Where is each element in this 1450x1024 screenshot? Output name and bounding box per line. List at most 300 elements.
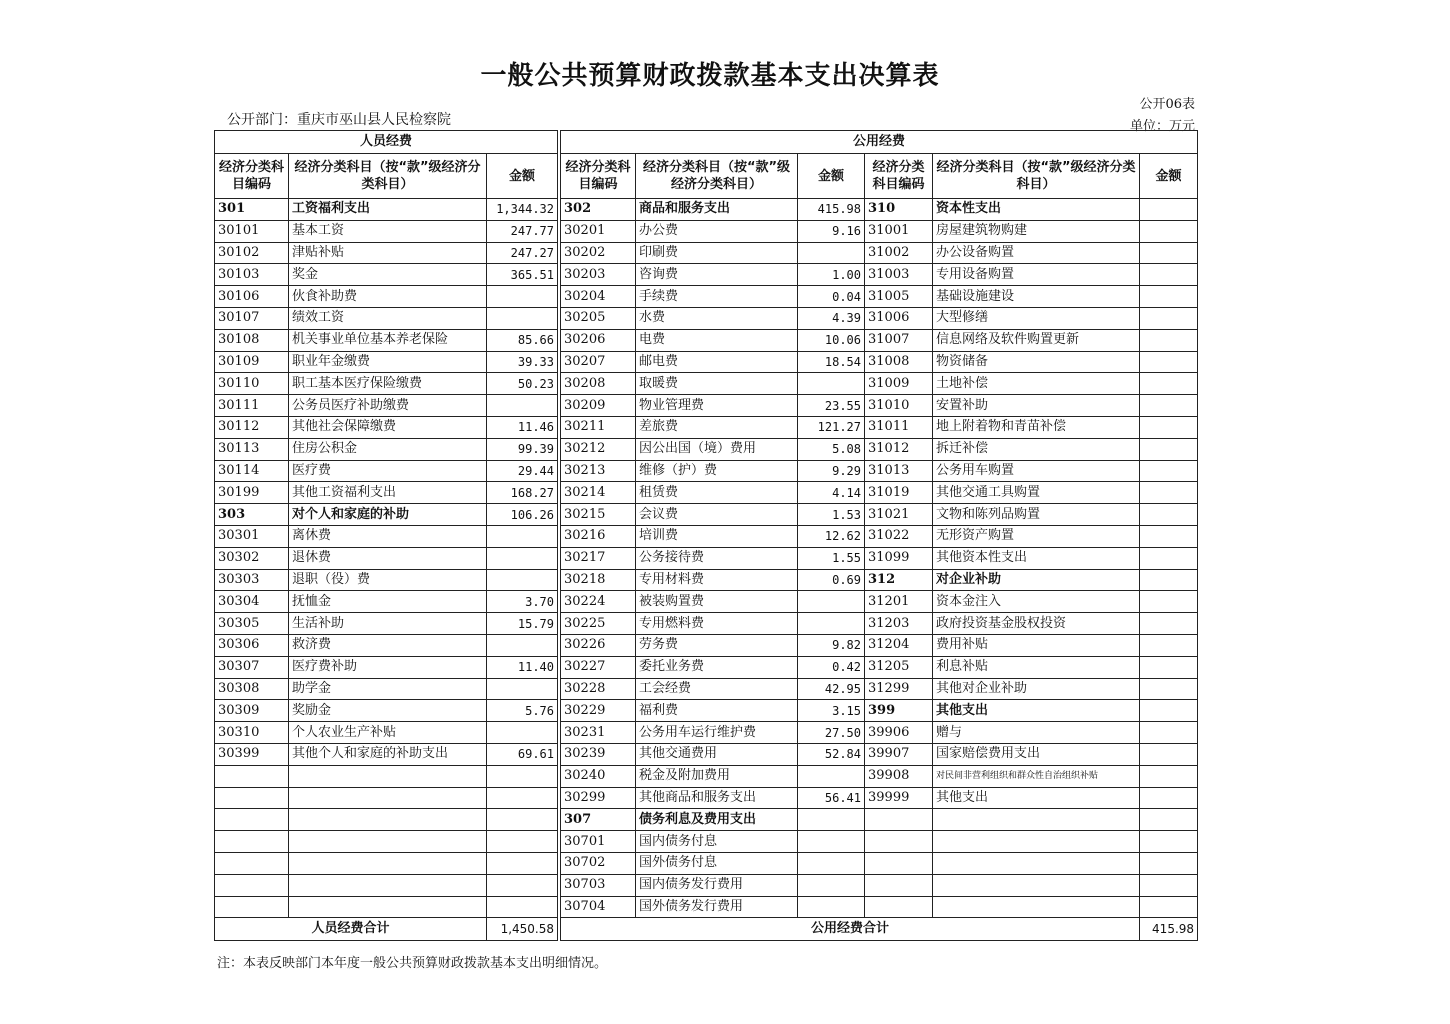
item-code: 30114 — [215, 460, 289, 482]
item-code: 30702 — [561, 852, 636, 874]
table-row — [215, 678, 1198, 700]
item-name: 会议费 — [636, 504, 798, 526]
item-name: 委托业务费 — [636, 656, 798, 678]
col-header-amount: 金额 — [1140, 154, 1198, 199]
personnel-total-amount: 1,450.58 — [487, 918, 558, 941]
item-code: 39906 — [865, 722, 933, 744]
item-code — [215, 896, 289, 918]
item-amount: 50.23 — [487, 373, 558, 395]
item-code — [865, 874, 933, 896]
department-label: 公开部门：重庆市巫山县人民检察院 — [227, 112, 451, 128]
item-code: 31019 — [865, 482, 933, 504]
item-name: 公务员医疗补助缴费 — [289, 395, 487, 417]
report-title: 一般公共预算财政拨款基本支出决算表 — [480, 61, 940, 91]
item-code: 30102 — [215, 242, 289, 264]
item-name: 助学金 — [289, 678, 487, 700]
item-name: 咨询费 — [636, 264, 798, 286]
item-amount — [1140, 787, 1198, 809]
item-amount — [1140, 504, 1198, 526]
item-code: 30108 — [215, 329, 289, 351]
item-amount — [1140, 678, 1198, 700]
item-code: 312 — [865, 569, 933, 591]
item-code: 30308 — [215, 678, 289, 700]
item-code: 30214 — [561, 482, 636, 504]
item-code: 31007 — [865, 329, 933, 351]
item-name: 其他资本性支出 — [933, 547, 1140, 569]
item-code: 39999 — [865, 787, 933, 809]
item-code: 30208 — [561, 373, 636, 395]
item-name: 文物和陈列品购置 — [933, 504, 1140, 526]
item-amount — [1140, 831, 1198, 853]
table-row — [215, 416, 1198, 438]
table-row — [215, 831, 1198, 853]
form-number: 公开06表 — [1139, 97, 1195, 112]
item-amount — [1140, 656, 1198, 678]
table-row — [215, 264, 1198, 286]
item-amount — [798, 373, 865, 395]
item-amount — [1140, 199, 1198, 221]
item-code: 31201 — [865, 591, 933, 613]
item-code: 30310 — [215, 722, 289, 744]
item-name: 基本工资 — [289, 220, 487, 242]
item-name: 印刷费 — [636, 242, 798, 264]
item-amount — [1140, 351, 1198, 373]
item-amount — [798, 874, 865, 896]
col-header-name: 经济分类科目（按“款”级经济分类科目） — [636, 154, 798, 199]
item-code: 31001 — [865, 220, 933, 242]
item-code: 30306 — [215, 634, 289, 656]
item-name: 邮电费 — [636, 351, 798, 373]
item-amount: 56.41 — [798, 787, 865, 809]
item-code: 31099 — [865, 547, 933, 569]
item-code: 31012 — [865, 438, 933, 460]
item-amount — [1140, 307, 1198, 329]
item-name: 其他商品和服务支出 — [636, 787, 798, 809]
item-name: 津贴补贴 — [289, 242, 487, 264]
item-amount: 99.39 — [487, 438, 558, 460]
item-amount — [487, 307, 558, 329]
item-amount: 3.70 — [487, 591, 558, 613]
item-name: 国外债务发行费用 — [636, 896, 798, 918]
item-name: 奖金 — [289, 264, 487, 286]
item-amount: 85.66 — [487, 329, 558, 351]
item-amount: 1.00 — [798, 264, 865, 286]
item-code: 39908 — [865, 765, 933, 787]
item-name: 地上附着物和青苗补偿 — [933, 416, 1140, 438]
item-code: 31021 — [865, 504, 933, 526]
item-name: 对企业补助 — [933, 569, 1140, 591]
item-name — [289, 809, 487, 831]
item-code: 30239 — [561, 743, 636, 765]
item-code: 30226 — [561, 634, 636, 656]
item-name: 租赁费 — [636, 482, 798, 504]
item-name: 商品和服务支出 — [636, 199, 798, 221]
item-code: 302 — [561, 199, 636, 221]
item-name: 其他交通费用 — [636, 743, 798, 765]
table-row — [215, 656, 1198, 678]
item-name: 其他社会保障缴费 — [289, 416, 487, 438]
item-name: 其他工资福利支出 — [289, 482, 487, 504]
table-row — [215, 307, 1198, 329]
item-code: 30110 — [215, 373, 289, 395]
item-name: 资本金注入 — [933, 591, 1140, 613]
table-row — [215, 242, 1198, 264]
item-name: 费用补贴 — [933, 634, 1140, 656]
col-header-name: 经济分类科目（按“款”级经济分类科目） — [289, 154, 487, 199]
item-code: 31006 — [865, 307, 933, 329]
item-code: 30103 — [215, 264, 289, 286]
item-code: 30204 — [561, 286, 636, 308]
item-amount — [1140, 569, 1198, 591]
item-name: 奖励金 — [289, 700, 487, 722]
item-name — [933, 874, 1140, 896]
table-row — [215, 286, 1198, 308]
item-code: 30225 — [561, 613, 636, 635]
item-name: 工会经费 — [636, 678, 798, 700]
item-amount — [1140, 329, 1198, 351]
item-name: 个人农业生产补贴 — [289, 722, 487, 744]
item-name: 国外债务付息 — [636, 852, 798, 874]
item-amount — [1140, 547, 1198, 569]
table-row — [215, 482, 1198, 504]
item-name — [289, 765, 487, 787]
item-code — [215, 874, 289, 896]
item-name: 水费 — [636, 307, 798, 329]
item-code: 30224 — [561, 591, 636, 613]
item-code: 31299 — [865, 678, 933, 700]
item-amount — [1140, 460, 1198, 482]
item-amount: 0.42 — [798, 656, 865, 678]
item-code — [215, 809, 289, 831]
item-code: 30112 — [215, 416, 289, 438]
item-amount — [487, 525, 558, 547]
item-code: 30206 — [561, 329, 636, 351]
item-code: 30301 — [215, 525, 289, 547]
item-code — [865, 831, 933, 853]
table-row — [215, 569, 1198, 591]
item-amount — [1140, 242, 1198, 264]
item-name — [933, 809, 1140, 831]
table-row — [215, 896, 1198, 918]
item-code: 30299 — [561, 787, 636, 809]
item-code: 31008 — [865, 351, 933, 373]
personnel-total-label: 人员经费合计 — [215, 918, 487, 941]
item-code: 30111 — [215, 395, 289, 417]
item-code: 30227 — [561, 656, 636, 678]
item-name: 生活补助 — [289, 613, 487, 635]
item-name: 办公设备购置 — [933, 242, 1140, 264]
item-amount — [798, 852, 865, 874]
item-code: 30228 — [561, 678, 636, 700]
table-row — [215, 329, 1198, 351]
item-code: 30218 — [561, 569, 636, 591]
table-row — [215, 547, 1198, 569]
item-name: 大型修缮 — [933, 307, 1140, 329]
item-amount — [487, 678, 558, 700]
table-row — [215, 722, 1198, 744]
item-name: 绩效工资 — [289, 307, 487, 329]
item-code — [865, 896, 933, 918]
item-name: 拆迁补偿 — [933, 438, 1140, 460]
item-amount — [1140, 525, 1198, 547]
item-name: 专用材料费 — [636, 569, 798, 591]
item-name — [933, 852, 1140, 874]
item-amount — [1140, 613, 1198, 635]
item-amount — [1140, 874, 1198, 896]
item-amount: 10.06 — [798, 329, 865, 351]
item-amount: 12.62 — [798, 525, 865, 547]
item-code — [215, 787, 289, 809]
table-row — [215, 220, 1198, 242]
item-amount — [487, 787, 558, 809]
public-total-label: 公用经费合计 — [561, 918, 1140, 941]
item-amount — [1140, 765, 1198, 787]
item-name: 其他支出 — [933, 787, 1140, 809]
item-amount — [1140, 416, 1198, 438]
item-code: 30305 — [215, 613, 289, 635]
item-name — [933, 831, 1140, 853]
item-name: 医疗费 — [289, 460, 487, 482]
item-name: 电费 — [636, 329, 798, 351]
item-amount — [487, 634, 558, 656]
item-code: 307 — [561, 809, 636, 831]
item-code: 30217 — [561, 547, 636, 569]
item-code: 30213 — [561, 460, 636, 482]
item-name: 公务用车购置 — [933, 460, 1140, 482]
table-row — [215, 874, 1198, 896]
item-amount — [798, 765, 865, 787]
item-code: 30199 — [215, 482, 289, 504]
item-code: 30216 — [561, 525, 636, 547]
item-amount: 69.61 — [487, 743, 558, 765]
item-amount: 9.29 — [798, 460, 865, 482]
item-code: 30202 — [561, 242, 636, 264]
personnel-section-header: 人员经费 — [215, 131, 558, 154]
item-amount — [487, 874, 558, 896]
item-name — [289, 787, 487, 809]
item-code: 30101 — [215, 220, 289, 242]
table-row — [215, 852, 1198, 874]
item-amount: 168.27 — [487, 482, 558, 504]
item-code: 31010 — [865, 395, 933, 417]
item-amount: 29.44 — [487, 460, 558, 482]
table-row — [215, 504, 1198, 526]
item-code: 30399 — [215, 743, 289, 765]
item-amount: 27.50 — [798, 722, 865, 744]
item-name: 劳务费 — [636, 634, 798, 656]
table-row — [215, 591, 1198, 613]
item-amount: 11.40 — [487, 656, 558, 678]
item-amount: 15.79 — [487, 613, 558, 635]
item-amount — [1140, 896, 1198, 918]
item-amount: 42.95 — [798, 678, 865, 700]
item-code: 30703 — [561, 874, 636, 896]
item-name: 其他交通工具购置 — [933, 482, 1140, 504]
item-code: 30240 — [561, 765, 636, 787]
item-name: 资本性支出 — [933, 199, 1140, 221]
item-code: 31022 — [865, 525, 933, 547]
item-name: 差旅费 — [636, 416, 798, 438]
item-name: 退休费 — [289, 547, 487, 569]
item-name: 其他支出 — [933, 700, 1140, 722]
item-amount: 1,344.32 — [487, 199, 558, 221]
item-amount — [1140, 700, 1198, 722]
item-amount — [1140, 722, 1198, 744]
item-code: 30113 — [215, 438, 289, 460]
item-code: 30309 — [215, 700, 289, 722]
table-row — [215, 787, 1198, 809]
item-name — [933, 896, 1140, 918]
item-amount — [1140, 852, 1198, 874]
col-header-code: 经济分类科目编码 — [215, 154, 289, 199]
item-name: 住房公积金 — [289, 438, 487, 460]
item-amount: 1.53 — [798, 504, 865, 526]
item-amount: 0.69 — [798, 569, 865, 591]
item-amount: 1.55 — [798, 547, 865, 569]
item-amount: 106.26 — [487, 504, 558, 526]
item-amount — [487, 809, 558, 831]
item-code: 30303 — [215, 569, 289, 591]
col-header-amount: 金额 — [487, 154, 558, 199]
item-name: 被装购置费 — [636, 591, 798, 613]
item-code: 31013 — [865, 460, 933, 482]
table-row — [215, 373, 1198, 395]
item-amount — [1140, 395, 1198, 417]
expenditure-table — [214, 130, 1198, 941]
item-code: 30302 — [215, 547, 289, 569]
item-amount — [798, 242, 865, 264]
public-total-amount: 415.98 — [1140, 918, 1198, 941]
item-amount: 9.16 — [798, 220, 865, 242]
item-name: 国内债务付息 — [636, 831, 798, 853]
item-code: 310 — [865, 199, 933, 221]
item-amount: 247.77 — [487, 220, 558, 242]
item-amount — [487, 286, 558, 308]
item-name: 国内债务发行费用 — [636, 874, 798, 896]
item-name: 政府投资基金股权投资 — [933, 613, 1140, 635]
item-code: 30109 — [215, 351, 289, 373]
table-row — [215, 438, 1198, 460]
item-code: 31204 — [865, 634, 933, 656]
item-name: 公务用车运行维护费 — [636, 722, 798, 744]
item-name: 税金及附加费用 — [636, 765, 798, 787]
item-name: 无形资产购置 — [933, 525, 1140, 547]
item-name: 机关事业单位基本养老保险 — [289, 329, 487, 351]
item-code: 31003 — [865, 264, 933, 286]
item-amount: 11.46 — [487, 416, 558, 438]
item-code: 31002 — [865, 242, 933, 264]
item-code: 30215 — [561, 504, 636, 526]
item-code: 31009 — [865, 373, 933, 395]
item-amount — [487, 395, 558, 417]
table-row — [215, 199, 1198, 221]
item-amount — [798, 613, 865, 635]
item-amount — [798, 896, 865, 918]
item-name: 对民间非营利组织和群众性自治组织补贴 — [933, 765, 1140, 787]
col-header-name: 经济分类科目（按“款”级经济分类科目） — [933, 154, 1140, 199]
item-amount: 3.15 — [798, 700, 865, 722]
item-name: 职业年金缴费 — [289, 351, 487, 373]
item-amount: 23.55 — [798, 395, 865, 417]
item-name: 职工基本医疗保险缴费 — [289, 373, 487, 395]
item-amount — [1140, 373, 1198, 395]
footnote: 注：本表反映部门本年度一般公共预算财政拨款基本支出明细情况。 — [217, 956, 608, 971]
item-code: 30212 — [561, 438, 636, 460]
item-name: 培训费 — [636, 525, 798, 547]
table-row — [215, 395, 1198, 417]
table-row — [215, 809, 1198, 831]
item-code — [865, 809, 933, 831]
unit-label: 单位：万元 — [1129, 119, 1195, 134]
item-amount — [487, 722, 558, 744]
table-row — [215, 525, 1198, 547]
table-row — [215, 700, 1198, 722]
item-name: 债务利息及费用支出 — [636, 809, 798, 831]
item-name — [289, 896, 487, 918]
item-name: 房屋建筑物购建 — [933, 220, 1140, 242]
item-code: 303 — [215, 504, 289, 526]
item-name: 信息网络及软件购置更新 — [933, 329, 1140, 351]
item-name: 公务接待费 — [636, 547, 798, 569]
table-row — [215, 460, 1198, 482]
item-amount — [798, 809, 865, 831]
item-code: 399 — [865, 700, 933, 722]
item-name — [289, 874, 487, 896]
item-amount — [1140, 591, 1198, 613]
item-amount: 121.27 — [798, 416, 865, 438]
item-code: 30106 — [215, 286, 289, 308]
item-name: 物业管理费 — [636, 395, 798, 417]
item-amount — [1140, 743, 1198, 765]
item-amount: 247.27 — [487, 242, 558, 264]
item-name: 赠与 — [933, 722, 1140, 744]
item-name: 对个人和家庭的补助 — [289, 504, 487, 526]
item-amount — [1140, 286, 1198, 308]
item-amount — [487, 852, 558, 874]
public-section-header: 公用经费 — [561, 131, 1198, 154]
item-name: 物资储备 — [933, 351, 1140, 373]
item-amount: 4.14 — [798, 482, 865, 504]
item-name — [289, 852, 487, 874]
item-code: 301 — [215, 199, 289, 221]
item-amount — [1140, 220, 1198, 242]
item-amount — [487, 831, 558, 853]
item-code: 30229 — [561, 700, 636, 722]
item-name: 取暖费 — [636, 373, 798, 395]
item-amount: 4.39 — [798, 307, 865, 329]
item-amount: 365.51 — [487, 264, 558, 286]
item-amount: 9.82 — [798, 634, 865, 656]
col-header-code: 经济分类科目编码 — [865, 154, 933, 199]
item-code: 30211 — [561, 416, 636, 438]
item-amount: 39.33 — [487, 351, 558, 373]
item-amount — [1140, 482, 1198, 504]
item-amount: 5.76 — [487, 700, 558, 722]
item-amount — [1140, 809, 1198, 831]
item-name: 其他对企业补助 — [933, 678, 1140, 700]
item-code: 31005 — [865, 286, 933, 308]
item-name: 国家赔偿费用支出 — [933, 743, 1140, 765]
item-amount — [487, 896, 558, 918]
item-name: 抚恤金 — [289, 591, 487, 613]
item-code — [215, 852, 289, 874]
item-name: 其他个人和家庭的补助支出 — [289, 743, 487, 765]
item-amount — [798, 831, 865, 853]
item-code: 39907 — [865, 743, 933, 765]
col-header-amount: 金额 — [798, 154, 865, 199]
item-name: 专用燃料费 — [636, 613, 798, 635]
item-code: 30304 — [215, 591, 289, 613]
